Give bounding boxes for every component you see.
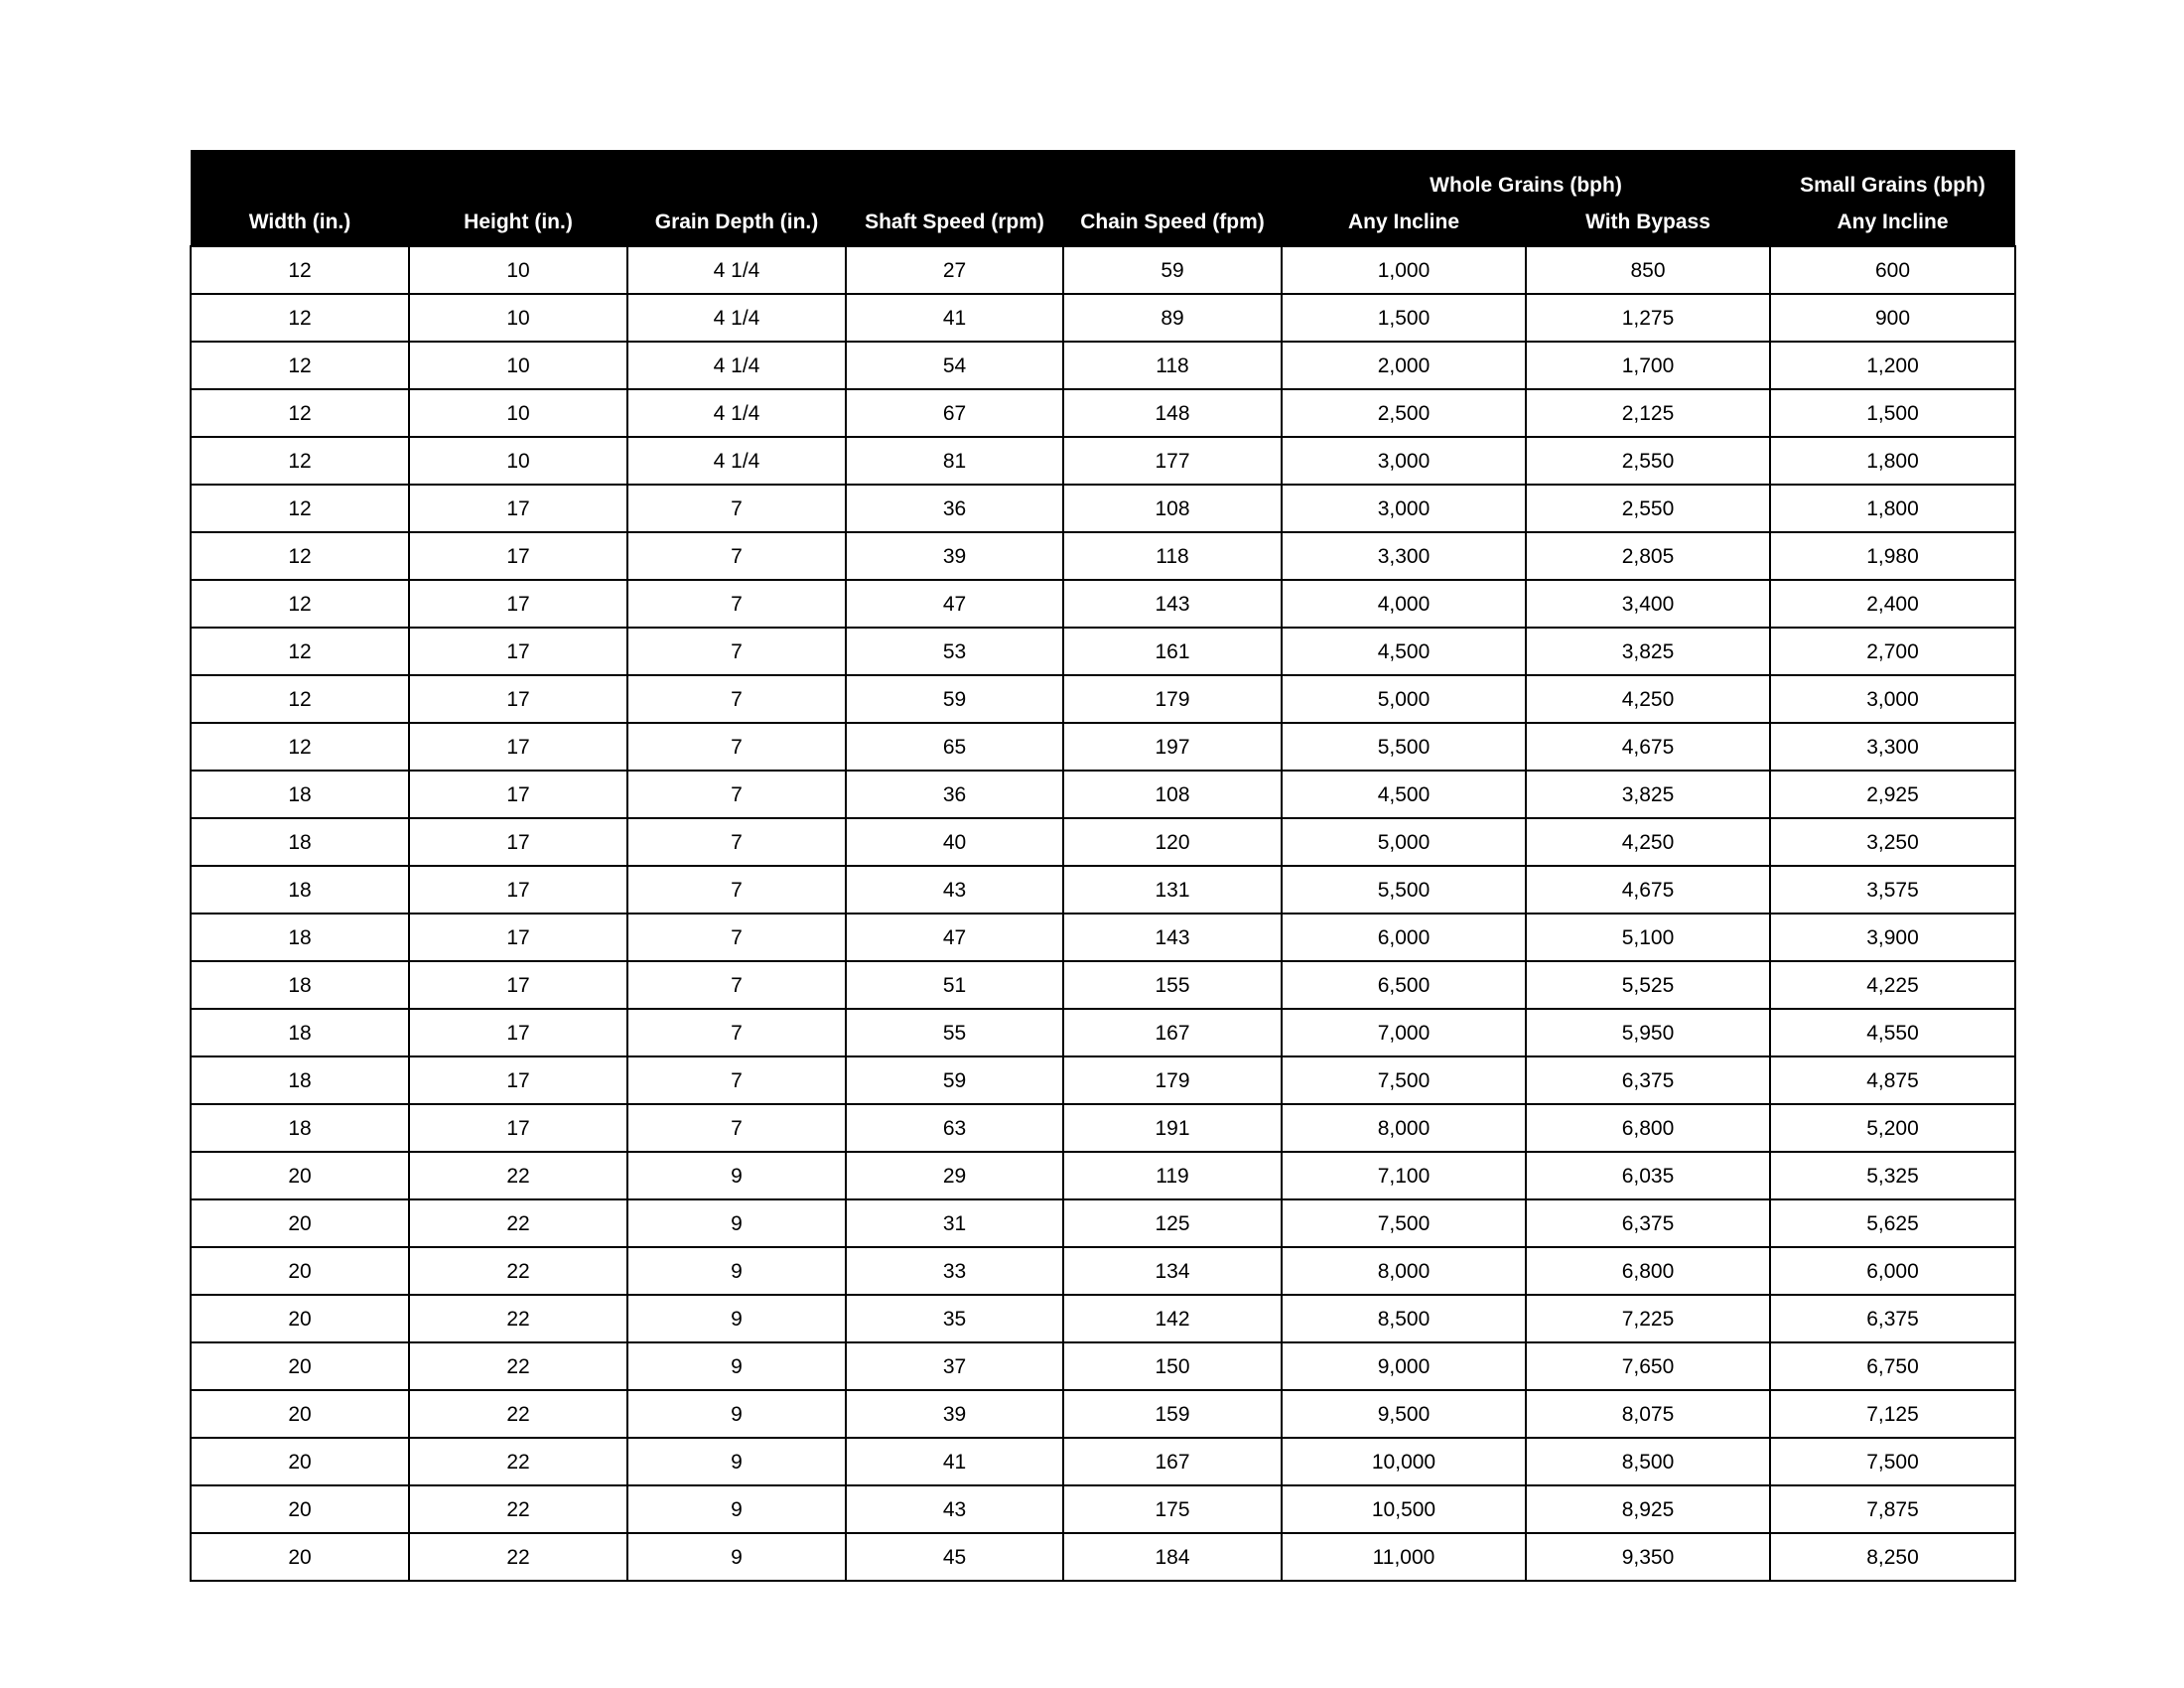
cell-chain-speed: 184 xyxy=(1063,1533,1282,1581)
group-header-spacer xyxy=(191,150,1282,200)
cell-small-any-incline: 6,000 xyxy=(1770,1247,2015,1295)
cell-height: 17 xyxy=(409,961,627,1009)
cell-grain-depth: 7 xyxy=(627,628,846,675)
cell-with-bypass: 4,250 xyxy=(1526,675,1770,723)
table-header xyxy=(191,150,2015,246)
cell-height: 22 xyxy=(409,1247,627,1295)
cell-grain-depth: 7 xyxy=(627,532,846,580)
table-row xyxy=(191,1438,2015,1485)
cell-grain-depth: 9 xyxy=(627,1438,846,1485)
cell-chain-speed: 143 xyxy=(1063,580,1282,628)
cell-grain-depth: 4 1/4 xyxy=(627,437,846,485)
cell-chain-speed: 177 xyxy=(1063,437,1282,485)
cell-grain-depth: 7 xyxy=(627,1104,846,1152)
cell-whole-any-incline: 3,000 xyxy=(1282,437,1526,485)
cell-small-any-incline: 4,875 xyxy=(1770,1056,2015,1104)
cell-with-bypass: 4,675 xyxy=(1526,866,1770,914)
cell-width: 12 xyxy=(191,723,409,771)
cell-shaft-speed: 33 xyxy=(846,1247,1063,1295)
cell-with-bypass: 3,825 xyxy=(1526,628,1770,675)
cell-with-bypass: 1,275 xyxy=(1526,294,1770,342)
cell-whole-any-incline: 4,500 xyxy=(1282,628,1526,675)
cell-chain-speed: 118 xyxy=(1063,532,1282,580)
cell-chain-speed: 159 xyxy=(1063,1390,1282,1438)
cell-whole-any-incline: 7,500 xyxy=(1282,1199,1526,1247)
cell-with-bypass: 5,950 xyxy=(1526,1009,1770,1056)
table-row xyxy=(191,1247,2015,1295)
cell-shaft-speed: 39 xyxy=(846,532,1063,580)
cell-whole-any-incline: 9,500 xyxy=(1282,1390,1526,1438)
cell-chain-speed: 120 xyxy=(1063,818,1282,866)
cell-height: 22 xyxy=(409,1152,627,1199)
table-row xyxy=(191,1104,2015,1152)
column-header-with-bypass: With Bypass xyxy=(1526,200,1770,246)
group-header-row xyxy=(191,150,2015,200)
cell-grain-depth: 9 xyxy=(627,1390,846,1438)
cell-chain-speed: 134 xyxy=(1063,1247,1282,1295)
cell-chain-speed: 143 xyxy=(1063,914,1282,961)
cell-width: 20 xyxy=(191,1438,409,1485)
cell-shaft-speed: 29 xyxy=(846,1152,1063,1199)
table-row xyxy=(191,675,2015,723)
cell-grain-depth: 7 xyxy=(627,866,846,914)
cell-shaft-speed: 81 xyxy=(846,437,1063,485)
cell-shaft-speed: 41 xyxy=(846,294,1063,342)
cell-height: 10 xyxy=(409,294,627,342)
cell-shaft-speed: 47 xyxy=(846,580,1063,628)
cell-width: 18 xyxy=(191,818,409,866)
cell-height: 22 xyxy=(409,1390,627,1438)
cell-small-any-incline: 5,625 xyxy=(1770,1199,2015,1247)
cell-chain-speed: 155 xyxy=(1063,961,1282,1009)
cell-small-any-incline: 4,225 xyxy=(1770,961,2015,1009)
cell-shaft-speed: 65 xyxy=(846,723,1063,771)
column-header-shaft-speed: Shaft Speed (rpm) xyxy=(846,200,1063,246)
cell-small-any-incline: 4,550 xyxy=(1770,1009,2015,1056)
cell-shaft-speed: 31 xyxy=(846,1199,1063,1247)
cell-shaft-speed: 59 xyxy=(846,675,1063,723)
cell-height: 17 xyxy=(409,628,627,675)
cell-shaft-speed: 27 xyxy=(846,246,1063,294)
cell-width: 12 xyxy=(191,294,409,342)
cell-shaft-speed: 54 xyxy=(846,342,1063,389)
cell-shaft-speed: 36 xyxy=(846,485,1063,532)
cell-grain-depth: 9 xyxy=(627,1295,846,1342)
cell-height: 17 xyxy=(409,914,627,961)
cell-with-bypass: 3,825 xyxy=(1526,771,1770,818)
cell-grain-depth: 7 xyxy=(627,1009,846,1056)
cell-small-any-incline: 1,800 xyxy=(1770,485,2015,532)
table-row xyxy=(191,246,2015,294)
table-row xyxy=(191,437,2015,485)
cell-with-bypass: 9,350 xyxy=(1526,1533,1770,1581)
cell-height: 17 xyxy=(409,532,627,580)
table-row xyxy=(191,1152,2015,1199)
cell-width: 18 xyxy=(191,914,409,961)
cell-height: 10 xyxy=(409,437,627,485)
cell-chain-speed: 118 xyxy=(1063,342,1282,389)
cell-shaft-speed: 43 xyxy=(846,866,1063,914)
cell-whole-any-incline: 8,000 xyxy=(1282,1104,1526,1152)
cell-chain-speed: 175 xyxy=(1063,1485,1282,1533)
cell-whole-any-incline: 5,500 xyxy=(1282,866,1526,914)
cell-height: 17 xyxy=(409,818,627,866)
cell-grain-depth: 7 xyxy=(627,961,846,1009)
cell-height: 17 xyxy=(409,675,627,723)
cell-chain-speed: 148 xyxy=(1063,389,1282,437)
cell-height: 22 xyxy=(409,1295,627,1342)
cell-shaft-speed: 59 xyxy=(846,1056,1063,1104)
cell-small-any-incline: 8,250 xyxy=(1770,1533,2015,1581)
cell-width: 12 xyxy=(191,675,409,723)
cell-with-bypass: 7,225 xyxy=(1526,1295,1770,1342)
cell-with-bypass: 2,805 xyxy=(1526,532,1770,580)
cell-with-bypass: 8,075 xyxy=(1526,1390,1770,1438)
cell-chain-speed: 161 xyxy=(1063,628,1282,675)
cell-height: 10 xyxy=(409,246,627,294)
cell-small-any-incline: 2,400 xyxy=(1770,580,2015,628)
cell-with-bypass: 850 xyxy=(1526,246,1770,294)
cell-with-bypass: 6,800 xyxy=(1526,1247,1770,1295)
cell-grain-depth: 9 xyxy=(627,1152,846,1199)
cell-chain-speed: 108 xyxy=(1063,485,1282,532)
column-header-chain-speed: Chain Speed (fpm) xyxy=(1063,200,1282,246)
cell-whole-any-incline: 4,000 xyxy=(1282,580,1526,628)
cell-height: 22 xyxy=(409,1342,627,1390)
cell-height: 22 xyxy=(409,1199,627,1247)
cell-width: 18 xyxy=(191,1056,409,1104)
cell-height: 17 xyxy=(409,1009,627,1056)
table-row xyxy=(191,628,2015,675)
cell-whole-any-incline: 6,000 xyxy=(1282,914,1526,961)
cell-small-any-incline: 900 xyxy=(1770,294,2015,342)
cell-height: 17 xyxy=(409,1104,627,1152)
column-header-row xyxy=(191,200,2015,246)
cell-whole-any-incline: 2,000 xyxy=(1282,342,1526,389)
cell-whole-any-incline: 5,500 xyxy=(1282,723,1526,771)
cell-whole-any-incline: 7,000 xyxy=(1282,1009,1526,1056)
cell-height: 17 xyxy=(409,485,627,532)
cell-whole-any-incline: 6,500 xyxy=(1282,961,1526,1009)
column-header-width: Width (in.) xyxy=(191,200,409,246)
cell-height: 10 xyxy=(409,342,627,389)
cell-grain-depth: 7 xyxy=(627,1056,846,1104)
cell-chain-speed: 150 xyxy=(1063,1342,1282,1390)
cell-with-bypass: 2,550 xyxy=(1526,437,1770,485)
cell-chain-speed: 59 xyxy=(1063,246,1282,294)
cell-small-any-incline: 2,700 xyxy=(1770,628,2015,675)
cell-chain-speed: 197 xyxy=(1063,723,1282,771)
cell-width: 20 xyxy=(191,1152,409,1199)
cell-grain-depth: 7 xyxy=(627,914,846,961)
table-row xyxy=(191,1485,2015,1533)
cell-chain-speed: 142 xyxy=(1063,1295,1282,1342)
cell-shaft-speed: 41 xyxy=(846,1438,1063,1485)
cell-with-bypass: 8,500 xyxy=(1526,1438,1770,1485)
cell-with-bypass: 6,800 xyxy=(1526,1104,1770,1152)
cell-with-bypass: 2,550 xyxy=(1526,485,1770,532)
cell-with-bypass: 5,100 xyxy=(1526,914,1770,961)
cell-height: 17 xyxy=(409,771,627,818)
cell-small-any-incline: 1,500 xyxy=(1770,389,2015,437)
cell-small-any-incline: 2,925 xyxy=(1770,771,2015,818)
cell-with-bypass: 7,650 xyxy=(1526,1342,1770,1390)
table-row xyxy=(191,914,2015,961)
cell-grain-depth: 7 xyxy=(627,723,846,771)
cell-small-any-incline: 5,200 xyxy=(1770,1104,2015,1152)
cell-width: 12 xyxy=(191,246,409,294)
column-header-grain-depth: Grain Depth (in.) xyxy=(627,200,846,246)
cell-height: 17 xyxy=(409,1056,627,1104)
cell-with-bypass: 3,400 xyxy=(1526,580,1770,628)
cell-width: 18 xyxy=(191,961,409,1009)
table-row xyxy=(191,1295,2015,1342)
cell-small-any-incline: 7,500 xyxy=(1770,1438,2015,1485)
cell-whole-any-incline: 5,000 xyxy=(1282,675,1526,723)
cell-grain-depth: 9 xyxy=(627,1342,846,1390)
cell-shaft-speed: 51 xyxy=(846,961,1063,1009)
cell-grain-depth: 7 xyxy=(627,818,846,866)
table-row xyxy=(191,1533,2015,1581)
column-header-height: Height (in.) xyxy=(409,200,627,246)
cell-shaft-speed: 47 xyxy=(846,914,1063,961)
table-row xyxy=(191,580,2015,628)
cell-height: 17 xyxy=(409,866,627,914)
cell-with-bypass: 8,925 xyxy=(1526,1485,1770,1533)
cell-width: 20 xyxy=(191,1533,409,1581)
cell-width: 12 xyxy=(191,628,409,675)
table-row xyxy=(191,389,2015,437)
cell-height: 17 xyxy=(409,580,627,628)
table-row xyxy=(191,1390,2015,1438)
table-row xyxy=(191,1009,2015,1056)
cell-shaft-speed: 53 xyxy=(846,628,1063,675)
cell-whole-any-incline: 7,100 xyxy=(1282,1152,1526,1199)
table-row xyxy=(191,532,2015,580)
cell-height: 22 xyxy=(409,1533,627,1581)
cell-width: 12 xyxy=(191,342,409,389)
cell-whole-any-incline: 1,500 xyxy=(1282,294,1526,342)
cell-small-any-incline: 5,325 xyxy=(1770,1152,2015,1199)
table-row xyxy=(191,723,2015,771)
cell-small-any-incline: 3,575 xyxy=(1770,866,2015,914)
table-body xyxy=(191,246,2015,1581)
cell-with-bypass: 1,700 xyxy=(1526,342,1770,389)
cell-chain-speed: 131 xyxy=(1063,866,1282,914)
cell-width: 18 xyxy=(191,1104,409,1152)
cell-chain-speed: 167 xyxy=(1063,1009,1282,1056)
cell-grain-depth: 4 1/4 xyxy=(627,389,846,437)
cell-shaft-speed: 67 xyxy=(846,389,1063,437)
cell-width: 12 xyxy=(191,485,409,532)
table-row xyxy=(191,1199,2015,1247)
cell-width: 20 xyxy=(191,1199,409,1247)
cell-width: 12 xyxy=(191,389,409,437)
cell-whole-any-incline: 3,000 xyxy=(1282,485,1526,532)
capacity-table xyxy=(190,150,2016,1582)
cell-chain-speed: 108 xyxy=(1063,771,1282,818)
cell-width: 18 xyxy=(191,771,409,818)
cell-small-any-incline: 3,000 xyxy=(1770,675,2015,723)
cell-chain-speed: 167 xyxy=(1063,1438,1282,1485)
cell-small-any-incline: 1,800 xyxy=(1770,437,2015,485)
table-row xyxy=(191,294,2015,342)
column-header-small-any-incline: Any Incline xyxy=(1770,200,2015,246)
cell-whole-any-incline: 4,500 xyxy=(1282,771,1526,818)
cell-width: 20 xyxy=(191,1295,409,1342)
cell-grain-depth: 7 xyxy=(627,485,846,532)
cell-shaft-speed: 36 xyxy=(846,771,1063,818)
whole-grains-group-header: Whole Grains (bph) xyxy=(1282,150,1770,200)
cell-width: 20 xyxy=(191,1342,409,1390)
cell-height: 22 xyxy=(409,1485,627,1533)
cell-grain-depth: 9 xyxy=(627,1247,846,1295)
table-row xyxy=(191,771,2015,818)
cell-width: 20 xyxy=(191,1485,409,1533)
cell-whole-any-incline: 8,000 xyxy=(1282,1247,1526,1295)
cell-grain-depth: 7 xyxy=(627,675,846,723)
table-row xyxy=(191,485,2015,532)
cell-whole-any-incline: 5,000 xyxy=(1282,818,1526,866)
cell-grain-depth: 4 1/4 xyxy=(627,342,846,389)
cell-chain-speed: 179 xyxy=(1063,675,1282,723)
cell-shaft-speed: 55 xyxy=(846,1009,1063,1056)
cell-whole-any-incline: 3,300 xyxy=(1282,532,1526,580)
cell-width: 18 xyxy=(191,866,409,914)
cell-grain-depth: 9 xyxy=(627,1199,846,1247)
table-row xyxy=(191,961,2015,1009)
cell-whole-any-incline: 10,500 xyxy=(1282,1485,1526,1533)
cell-grain-depth: 9 xyxy=(627,1533,846,1581)
cell-grain-depth: 7 xyxy=(627,580,846,628)
cell-with-bypass: 6,035 xyxy=(1526,1152,1770,1199)
cell-shaft-speed: 43 xyxy=(846,1485,1063,1533)
cell-grain-depth: 4 1/4 xyxy=(627,246,846,294)
cell-width: 18 xyxy=(191,1009,409,1056)
cell-shaft-speed: 37 xyxy=(846,1342,1063,1390)
cell-width: 12 xyxy=(191,437,409,485)
cell-chain-speed: 89 xyxy=(1063,294,1282,342)
cell-chain-speed: 125 xyxy=(1063,1199,1282,1247)
cell-small-any-incline: 3,300 xyxy=(1770,723,2015,771)
cell-whole-any-incline: 2,500 xyxy=(1282,389,1526,437)
small-grains-group-header: Small Grains (bph) xyxy=(1770,150,2015,200)
cell-grain-depth: 7 xyxy=(627,771,846,818)
cell-whole-any-incline: 7,500 xyxy=(1282,1056,1526,1104)
cell-small-any-incline: 3,900 xyxy=(1770,914,2015,961)
cell-height: 17 xyxy=(409,723,627,771)
cell-small-any-incline: 600 xyxy=(1770,246,2015,294)
cell-shaft-speed: 39 xyxy=(846,1390,1063,1438)
cell-small-any-incline: 1,980 xyxy=(1770,532,2015,580)
cell-height: 22 xyxy=(409,1438,627,1485)
column-header-whole-any-incline: Any Incline xyxy=(1282,200,1526,246)
table-row xyxy=(191,818,2015,866)
cell-width: 12 xyxy=(191,532,409,580)
cell-shaft-speed: 35 xyxy=(846,1295,1063,1342)
cell-small-any-incline: 7,125 xyxy=(1770,1390,2015,1438)
cell-small-any-incline: 1,200 xyxy=(1770,342,2015,389)
cell-shaft-speed: 40 xyxy=(846,818,1063,866)
cell-with-bypass: 5,525 xyxy=(1526,961,1770,1009)
cell-chain-speed: 191 xyxy=(1063,1104,1282,1152)
cell-small-any-incline: 3,250 xyxy=(1770,818,2015,866)
table-row xyxy=(191,342,2015,389)
cell-height: 10 xyxy=(409,389,627,437)
cell-shaft-speed: 63 xyxy=(846,1104,1063,1152)
cell-chain-speed: 119 xyxy=(1063,1152,1282,1199)
cell-width: 20 xyxy=(191,1390,409,1438)
cell-width: 12 xyxy=(191,580,409,628)
cell-with-bypass: 4,250 xyxy=(1526,818,1770,866)
cell-small-any-incline: 7,875 xyxy=(1770,1485,2015,1533)
table-row xyxy=(191,1056,2015,1104)
cell-whole-any-incline: 11,000 xyxy=(1282,1533,1526,1581)
table-row xyxy=(191,866,2015,914)
cell-whole-any-incline: 10,000 xyxy=(1282,1438,1526,1485)
table-row xyxy=(191,1342,2015,1390)
cell-small-any-incline: 6,750 xyxy=(1770,1342,2015,1390)
cell-shaft-speed: 45 xyxy=(846,1533,1063,1581)
cell-with-bypass: 6,375 xyxy=(1526,1056,1770,1104)
cell-small-any-incline: 6,375 xyxy=(1770,1295,2015,1342)
cell-width: 20 xyxy=(191,1247,409,1295)
cell-whole-any-incline: 9,000 xyxy=(1282,1342,1526,1390)
cell-grain-depth: 9 xyxy=(627,1485,846,1533)
cell-with-bypass: 6,375 xyxy=(1526,1199,1770,1247)
cell-grain-depth: 4 1/4 xyxy=(627,294,846,342)
cell-chain-speed: 179 xyxy=(1063,1056,1282,1104)
cell-with-bypass: 2,125 xyxy=(1526,389,1770,437)
cell-whole-any-incline: 1,000 xyxy=(1282,246,1526,294)
cell-whole-any-incline: 8,500 xyxy=(1282,1295,1526,1342)
cell-with-bypass: 4,675 xyxy=(1526,723,1770,771)
